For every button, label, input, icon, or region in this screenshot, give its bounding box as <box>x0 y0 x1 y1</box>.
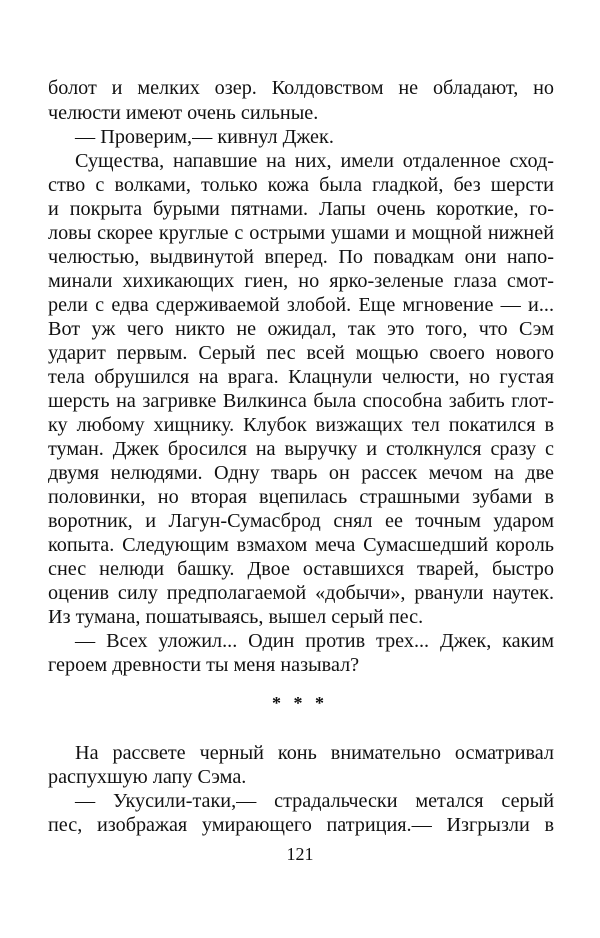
text-line: — Укусили-таки,— страдальчески метался серый <box>75 790 554 812</box>
text-line: рели с едва сдерживаемой злобой. Еще мгновение — и... <box>48 294 554 316</box>
text-line: — Проверим,— кивнул Джек. <box>75 126 334 148</box>
text-line: ловы скорее круглые с острыми ушами и мощной нижней <box>48 222 554 244</box>
text-line: челюсти имеют очень сильные. <box>48 102 319 124</box>
text-line: и покрыта бурыми пятнами. Лапы очень короткие, го- <box>48 198 554 220</box>
text-line: воротник, и Лагун-Сумасброд снял ее точным ударом <box>48 510 554 532</box>
text-line: героем древности ты меня называл? <box>48 654 360 676</box>
text-line: ку любому хищнику. Клубок визжащих тел покатился в <box>48 414 554 436</box>
text-line: тела обрушился на врага. Клацнули челюсти, но густая <box>48 366 554 388</box>
text-line: челюстью, выдвинутой вперед. По повадкам они напо- <box>48 246 554 268</box>
text-line: шерсть на загривке Вилкинса была способна забить глот- <box>48 390 554 412</box>
text-line: На рассвете черный конь внимательно осматривал <box>75 742 554 764</box>
text-line: Вот уж чего никто не ожидал, так это того, что Сэм <box>48 318 554 340</box>
text-line: половинки, но вторая вцепилась страшными зубами в <box>48 486 554 508</box>
text-line: Существа, напавшие на них, имели отдаленное сход- <box>75 150 554 172</box>
text-line: ство с волками, только кожа была гладкой, без шерсти <box>48 174 554 196</box>
text-line: болот и мелких озер. Колдовством не обладают, но <box>48 77 554 99</box>
text-line: распухшую лапу Сэма. <box>48 766 247 788</box>
text-line: оценив силу предполагаемой «добычи», рванули наутек. <box>48 582 554 604</box>
text-line: копыта. Следующим взмахом меча Сумасшедший король <box>48 534 554 556</box>
text-line: снес нелюди башку. Двое оставшихся тварей, быстро <box>48 558 554 580</box>
text-line: — Всех уложил... Один против трех... Джек, каким <box>75 630 554 652</box>
text-line: ударит первым. Серый пес всей мощью своего нового <box>48 342 554 364</box>
text-line: туман. Джек бросился на выручку и столкнулся сразу с <box>48 438 554 460</box>
text-line: двумя нелюдями. Одну тварь он рассек мечом на две <box>48 462 554 484</box>
page-number: 121 <box>286 844 314 864</box>
text-line: пес, изображая умирающего патриция.— Изгрызли в <box>48 814 554 836</box>
text-line: Из тумана, пошатываясь, вышел серый пес. <box>48 606 424 628</box>
text-line: минали хихикающих гиен, но ярко-зеленые глаза смот- <box>48 270 554 292</box>
section-separator: * * * <box>272 693 328 713</box>
